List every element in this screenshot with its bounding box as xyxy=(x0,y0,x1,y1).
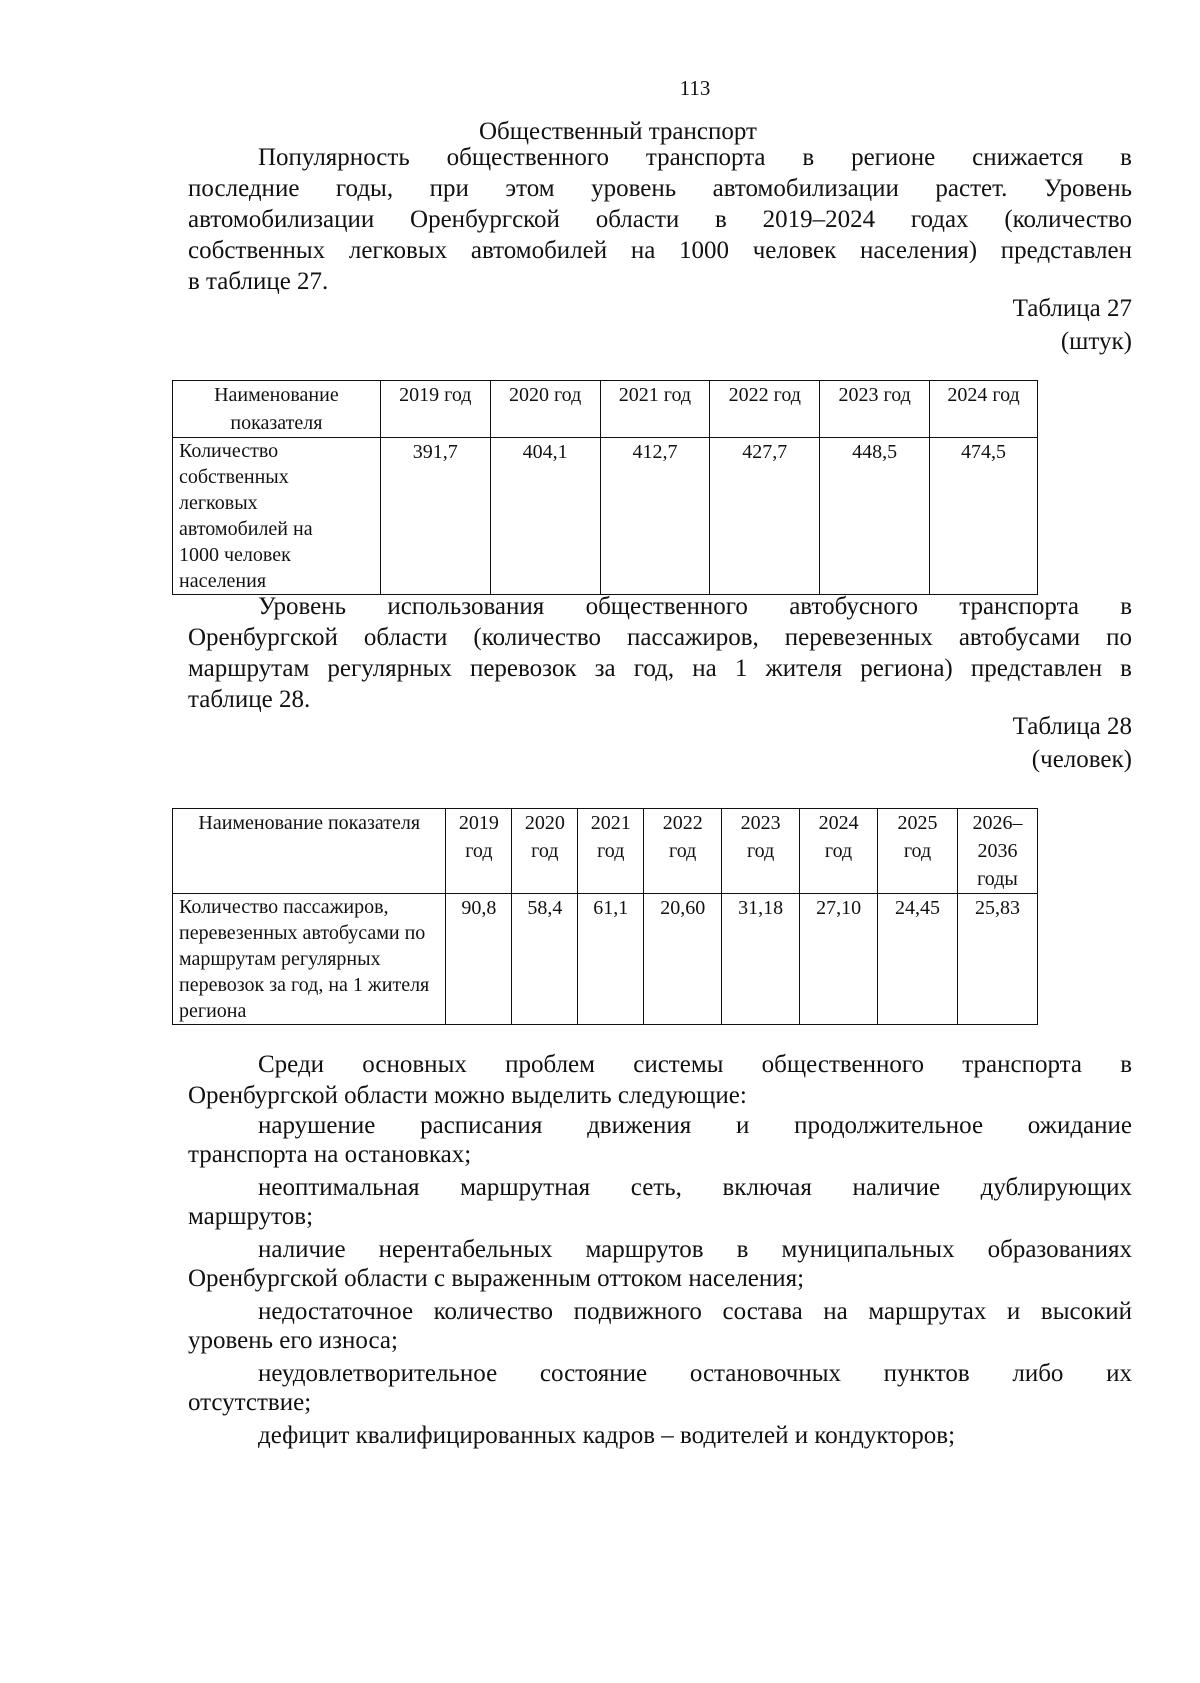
table-unit: (штук) xyxy=(1060,328,1132,355)
text-line: автомобилизации Оренбургской области в 2019–2024 годах (количество xyxy=(188,206,1132,233)
text-line: Уровень использования общественного автобусного транспорта в xyxy=(258,593,1132,620)
text-line: маршрутам регулярных перевозок за год, на 1 жителя региона) представлен в xyxy=(188,655,1132,682)
table28-caption xyxy=(1013,710,1132,776)
table-header-row xyxy=(173,381,1038,438)
header-cell: 2019 год xyxy=(380,381,490,438)
text-line: собственных легковых автомобилей на 1000 человек населения) представлен xyxy=(188,237,1132,264)
header-cell: 2025 год xyxy=(878,809,958,894)
text-line: транспорта на остановках; xyxy=(188,1141,472,1168)
header-cell: 2023 год xyxy=(820,381,930,438)
page-number: 113 xyxy=(679,76,711,100)
text-line: последние годы, при этом уровень автомобилизации растет. Уровень xyxy=(188,175,1132,202)
text-line: маршрутов; xyxy=(188,1203,314,1230)
table-row xyxy=(173,894,1038,1025)
header-cell: 2019 год xyxy=(446,809,512,894)
list-item xyxy=(188,1421,1132,1450)
list-item xyxy=(188,1359,1132,1417)
paragraph-problems xyxy=(188,1049,1132,1111)
header-cell: 2023 год xyxy=(722,809,800,894)
value-cell: 31,18 xyxy=(722,894,800,1025)
list-item xyxy=(188,1297,1132,1355)
text-line: отсутствие; xyxy=(188,1389,312,1416)
text-line: дефицит квалифицированных кадров – водителей и кондукторов; xyxy=(258,1422,956,1449)
text-line: в таблице 27. xyxy=(188,268,329,295)
row-label-cell: Количество пассажиров, перевезенных автобусами по маршрутам регулярных перевозок за год, на 1 жителя региона xyxy=(173,894,446,1025)
header-cell: 2022 год xyxy=(710,381,820,438)
value-cell: 27,10 xyxy=(800,894,878,1025)
table-caption: Таблица 28 xyxy=(1012,713,1132,740)
text-line: Оренбургской области (количество пассажиров, перевезенных автобусами по xyxy=(188,624,1132,651)
table27-caption xyxy=(1013,292,1132,358)
paragraph-bus-usage xyxy=(188,591,1132,715)
value-cell: 427,7 xyxy=(710,438,820,595)
header-cell: 2020 год xyxy=(512,809,578,894)
header-cell: 2022 год xyxy=(644,809,722,894)
header-cell: 2021 год xyxy=(600,381,710,438)
list-item xyxy=(188,1173,1132,1231)
text-line: Оренбургской области с выраженным оттоком населения; xyxy=(188,1265,805,1292)
text-line: неоптимальная маршрутная сеть, включая наличие дублирующих xyxy=(258,1174,1132,1201)
text-line: Популярность общественного транспорта в регионе снижается в xyxy=(258,144,1132,171)
text-line: нарушение расписания движения и продолжительное ожидание xyxy=(258,1112,1132,1139)
value-cell: 448,5 xyxy=(820,438,930,595)
text-line: уровень его износа; xyxy=(188,1327,398,1354)
header-cell: 2024 год xyxy=(930,381,1038,438)
text-line: наличие нерентабельных маршрутов в муниципальных образованиях xyxy=(258,1236,1132,1263)
value-cell: 24,45 xyxy=(878,894,958,1025)
header-cell: Наименование показателя xyxy=(173,381,381,438)
text-line: Оренбургской области можно выделить следующие: xyxy=(188,1082,747,1109)
header-cell: 2024 год xyxy=(800,809,878,894)
list-item xyxy=(188,1235,1132,1293)
text-line: неудовлетворительное состояние остановочных пунктов либо их xyxy=(258,1360,1132,1387)
list-item xyxy=(188,1111,1132,1169)
header-cell: 2026–2036 годы xyxy=(957,809,1037,894)
text-line: недостаточное количество подвижного состава на маршрутах и высокий xyxy=(258,1298,1132,1325)
table-28 xyxy=(172,808,1038,1025)
table-header-row xyxy=(173,809,1038,894)
table-row xyxy=(173,438,1038,595)
text-line: Среди основных проблем системы общественного транспорта в xyxy=(258,1051,1132,1078)
value-cell: 61,1 xyxy=(578,894,644,1025)
table-unit: (человек) xyxy=(1031,746,1132,773)
table-27 xyxy=(172,380,1038,595)
problem-list xyxy=(188,1111,1132,1450)
section-title: Общественный транспорт xyxy=(479,118,757,145)
text-line: таблице 28. xyxy=(188,686,311,713)
paragraph-intro xyxy=(188,142,1132,297)
header-cell: 2020 год xyxy=(490,381,600,438)
value-cell: 25,83 xyxy=(957,894,1037,1025)
value-cell: 474,5 xyxy=(930,438,1038,595)
value-cell: 58,4 xyxy=(512,894,578,1025)
table-caption: Таблица 27 xyxy=(1012,295,1132,322)
header-cell: 2021 год xyxy=(578,809,644,894)
value-cell: 90,8 xyxy=(446,894,512,1025)
value-cell: 391,7 xyxy=(380,438,490,595)
value-cell: 412,7 xyxy=(600,438,710,595)
header-cell: Наименование показателя xyxy=(173,809,446,894)
row-label-cell: Количество собственных легковых автомобилей на 1000 человек населения xyxy=(173,438,381,595)
value-cell: 20,60 xyxy=(644,894,722,1025)
value-cell: 404,1 xyxy=(490,438,600,595)
